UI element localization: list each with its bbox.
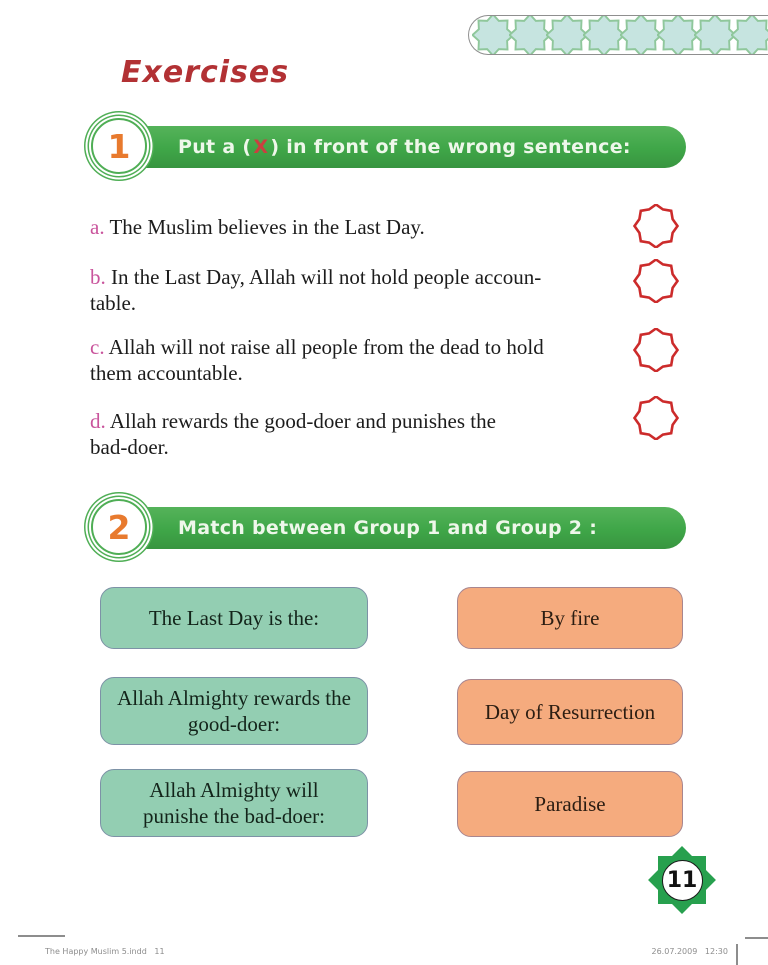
- page-title: Exercises: [121, 55, 290, 90]
- footer-filename: The Happy Muslim 5.indd 11: [45, 947, 165, 956]
- star-icon: [546, 15, 588, 55]
- crop-mark: [745, 937, 768, 939]
- page-number-badge: [647, 845, 717, 915]
- exercise2-number: 2: [107, 507, 131, 547]
- sentence-text: Allah rewards the good-doer and punishes the: [109, 409, 496, 433]
- exercise2-number-badge: [91, 499, 147, 555]
- sentence-label: b.: [90, 265, 106, 289]
- star-icon: [472, 15, 514, 55]
- star-icon: [620, 15, 662, 55]
- sentence-text: Allah will not raise all people from the dead to hold: [108, 335, 544, 359]
- group2-item-3[interactable]: Paradise: [457, 771, 683, 837]
- group2-item-1[interactable]: By fire: [457, 587, 683, 649]
- answer-octagon-icon-b[interactable]: [633, 259, 679, 303]
- sentence-item-b: [90, 264, 630, 316]
- sentence-item-d: [90, 408, 630, 460]
- star-icon: [694, 15, 736, 55]
- crop-mark: [18, 935, 65, 937]
- sentence-item-a: [90, 214, 630, 240]
- sentence-item-c: [90, 334, 630, 386]
- star-icon: [583, 15, 625, 55]
- sentence-label: d.: [90, 409, 106, 433]
- page-number: 11: [662, 860, 703, 901]
- exercise1-prompt-post: ) in front of the wrong sentence:: [270, 136, 631, 158]
- decorative-star-border: [468, 15, 768, 55]
- exercise1-number-badge: [91, 118, 147, 174]
- sentence-text-line2: them accountable.: [90, 361, 243, 385]
- sentence-text-line2: table.: [90, 291, 137, 315]
- exercise1-number: 1: [107, 126, 131, 166]
- exercise1-banner: [112, 126, 686, 168]
- answer-octagon-icon-d[interactable]: [633, 396, 679, 440]
- answer-octagon-icon-c[interactable]: [633, 328, 679, 372]
- star-icon: [657, 15, 699, 55]
- sentence-text: The Muslim believes in the Last Day.: [109, 215, 425, 239]
- group1-item-1[interactable]: The Last Day is the:: [100, 587, 368, 649]
- star-icon: [509, 15, 551, 55]
- group1-item-2[interactable]: Allah Almighty rewards the good-doer:: [100, 677, 368, 745]
- sentence-text: In the Last Day, Allah will not hold people accoun-: [111, 265, 542, 289]
- footer-timestamp: 26.07.2009 12:30: [651, 947, 728, 956]
- exercise2-prompt: Match between Group 1 and Group 2 :: [178, 517, 598, 539]
- sentence-label: a.: [90, 215, 105, 239]
- answer-octagon-icon-a[interactable]: [633, 204, 679, 248]
- group2-item-2[interactable]: Day of Resurrection: [457, 679, 683, 745]
- star-icon: [731, 15, 768, 55]
- crop-mark: [736, 944, 738, 965]
- group1-item-3[interactable]: Allah Almighty will punishe the bad-doer:: [100, 769, 368, 837]
- exercise1-prompt-pre: Put a (: [178, 136, 252, 158]
- sentence-text-line2: bad-doer.: [90, 435, 169, 459]
- red-x-mark: X: [253, 136, 269, 158]
- exercise2-banner: [112, 507, 686, 549]
- sentence-label: c.: [90, 335, 105, 359]
